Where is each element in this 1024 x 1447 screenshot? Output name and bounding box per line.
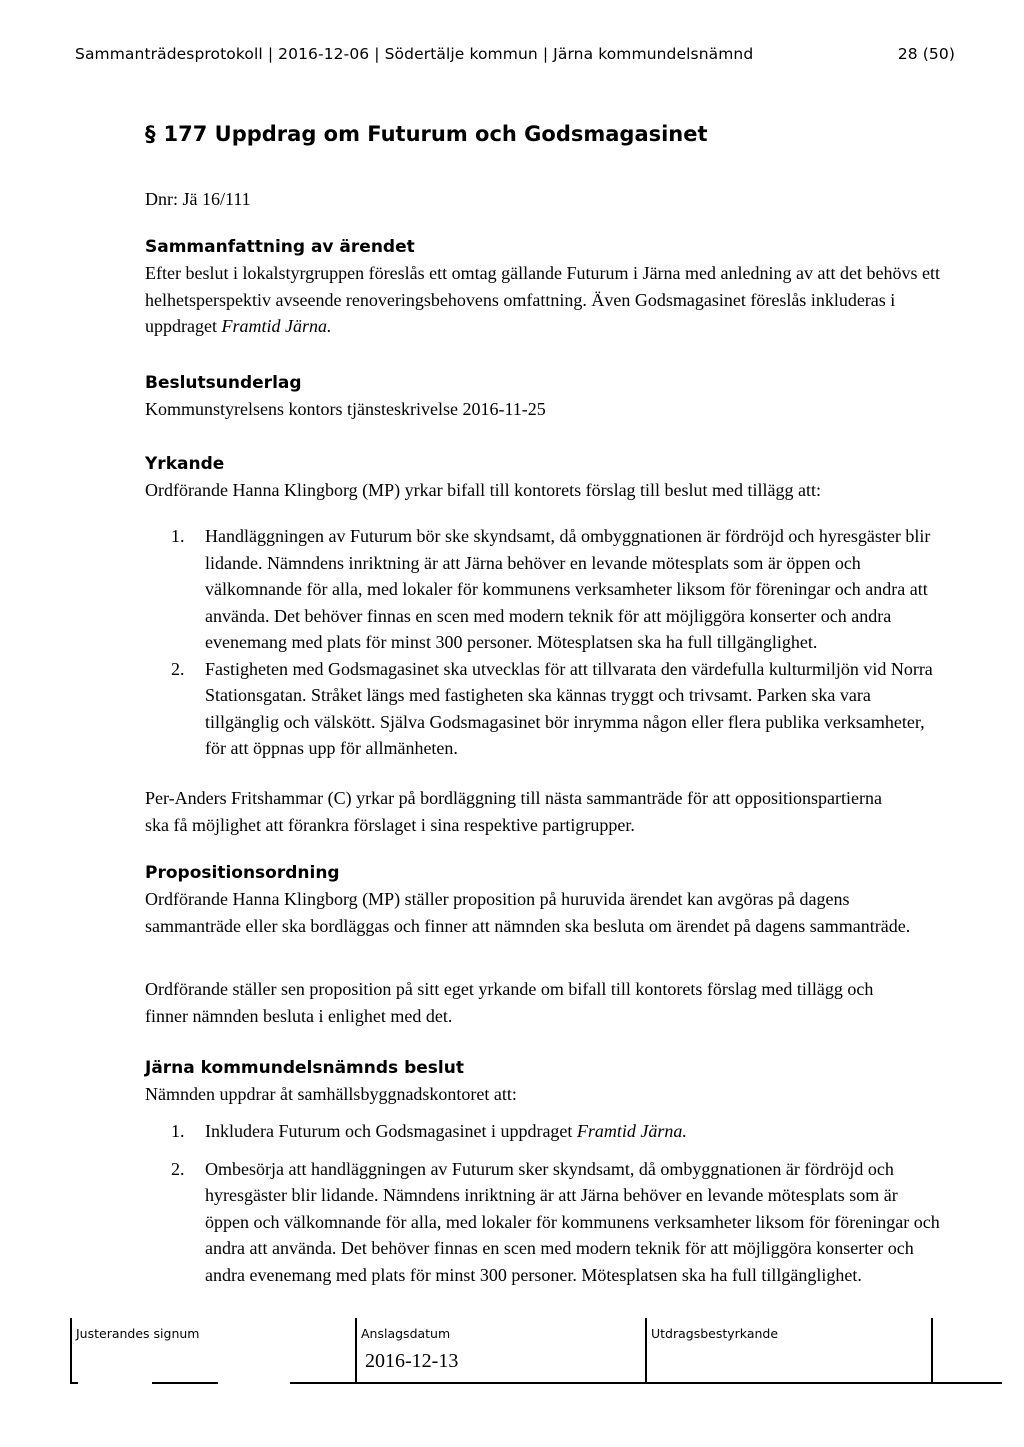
section-title-text: 177 Uppdrag om Futurum och Godsmagasinet xyxy=(163,122,708,146)
diary-number: Dnr: Jä 16/111 xyxy=(145,189,251,209)
header-text: Sammanträdesprotokoll | 2016-12-06 | Södertälje kommun | Järna kommundelsnämnd xyxy=(75,45,754,63)
section-beslutsunderlag xyxy=(145,372,945,423)
section-yrkande xyxy=(145,453,945,504)
list-item xyxy=(145,1118,945,1145)
list-item xyxy=(145,1156,945,1289)
section-title xyxy=(145,122,708,146)
signature-footer xyxy=(70,1318,932,1384)
list-item-number: 1. xyxy=(171,1121,185,1141)
list-item-text: Ombesörja att handläggningen av Futurum sker skyndsamt, då ombyggnationen är fördröjd och hyresgäster blir lidande. Nämndens inriktning är att Järna behöver en levande mötesplats som är öppen och välkomnande för alla, med lokaler för kommunens verksamheter liksom för föreningar och andra att använda. Det behöver finnas en scen med modern teknik för att möjliggöra konserter och andra evenemang med plats för minst 300 personer. Mötesplatsen ska ha full tillgänglighet. xyxy=(205,1158,940,1285)
sammanfattning-heading: Sammanfattning av ärendet xyxy=(145,237,415,257)
sammanfattning-text xyxy=(145,260,945,340)
section-sammanfattning xyxy=(145,236,945,340)
sammanfattning-body: Efter beslut i lokalstyrgruppen föreslås ett omtag gällande Futurum i Järna med anledning av att det behövs ett helhetsperspektiv avseende renoveringsbehovens omfattning. Även Godsmagasinet föreslås inkluderas i uppdraget xyxy=(145,263,940,336)
beslut-items xyxy=(145,1118,945,1288)
list-item-text: Inkludera Futurum och Godsmagasinet i uppdraget xyxy=(205,1121,577,1141)
propositionsordning-p1: Ordförande Hanna Klingborg (MP) ställer proposition på huruvida ärendet kan avgöras på dagens sammanträde eller ska bordläggas och finner att nämnden ska besluta om ärendet på dagens sammanträde. xyxy=(145,889,911,936)
list-item-number: 2. xyxy=(171,658,185,679)
section-propositionsordning xyxy=(145,862,915,939)
beslutsunderlag-text: Kommunstyrelsens kontors tjänsteskrivelse 2016-11-25 xyxy=(145,399,546,419)
footer-divider xyxy=(931,1318,933,1384)
yrkande-second-text: Per-Anders Fritshammar (C) yrkar på bordläggning till nästa sammanträde för att oppositionspartierna ska få möjlighet att förankra förslaget i sina respektive partigrupper. xyxy=(145,788,882,835)
yrkande-items xyxy=(145,523,935,762)
page-number: 28 (50) xyxy=(897,45,955,63)
yrkande-list xyxy=(145,523,935,762)
list-item-number: 1. xyxy=(171,526,185,546)
section-beslut xyxy=(145,1057,945,1108)
beslutsunderlag-heading: Beslutsunderlag xyxy=(145,373,302,393)
yrkande-second xyxy=(145,785,905,838)
yrkande-heading: Yrkande xyxy=(145,454,225,474)
justerandes-signum-box xyxy=(70,1318,355,1384)
propositionsordning-p2: Ordförande ställer sen proposition på sitt eget yrkande om bifall till kontorets förslag med tillägg och finner nämnden besluta i enlighet med det. xyxy=(145,979,874,1026)
utdragsbestyrkande-label: Utdragsbestyrkande xyxy=(651,1326,779,1341)
beslut-heading: Järna kommundelsnämnds beslut xyxy=(145,1058,464,1078)
list-item xyxy=(145,656,935,762)
beslut-intro: Nämnden uppdrar åt samhällsbyggnadskontoret att: xyxy=(145,1084,517,1104)
propositionsordning-second xyxy=(145,976,905,1029)
anslagsdatum-value: 2016-12-13 xyxy=(365,1350,459,1372)
beslut-list xyxy=(145,1118,945,1299)
justerandes-signum-label: Justerandes signum xyxy=(76,1326,200,1341)
anslagsdatum-box xyxy=(355,1318,645,1384)
list-item-text: Fastigheten med Godsmagasinet ska utvecklas för att tillvarata den värdefulla kulturmiljön vid Norra Stationsgatan. Stråket längs med fastigheten ska kännas tryggt och trivsamt. Parken ska vara tillgänglig och välskött. Själva Godsmagasinet bör inrymma någon eller flera publika verksamheter, för att öppnas upp för allmänheten. xyxy=(205,658,933,758)
yrkande-intro: Ordförande Hanna Klingborg (MP) yrkar bifall till kontorets förslag till beslut med tillägg att: xyxy=(145,480,822,500)
page-header xyxy=(75,45,955,63)
list-item-text: Handläggningen av Futurum bör ske skyndsamt, då ombyggnationen är fördröjd och hyresgäster blir lidande. Nämndens inriktning är att Järna behöver en levande mötesplats som är öppen och välkomnande för alla, med lokaler för kommunens verksamheter liksom för föreningar och andra att använda. Det behöver finnas en scen med modern teknik för att möjliggöra konserter och andra evenemang med plats för minst 300 personer. Mötesplatsen ska ha full tillgänglighet. xyxy=(205,526,931,652)
list-item xyxy=(145,523,935,656)
list-item-italic: Framtid Järna. xyxy=(576,1121,687,1141)
sammanfattning-italic: Framtid Järna. xyxy=(221,316,332,336)
propositionsordning-heading: Propositionsordning xyxy=(145,863,340,883)
utdragsbestyrkande-box xyxy=(645,1318,932,1384)
paragraph-symbol: § xyxy=(145,122,156,146)
anslagsdatum-label: Anslagsdatum xyxy=(361,1326,451,1341)
list-item-number: 2. xyxy=(171,1158,185,1179)
